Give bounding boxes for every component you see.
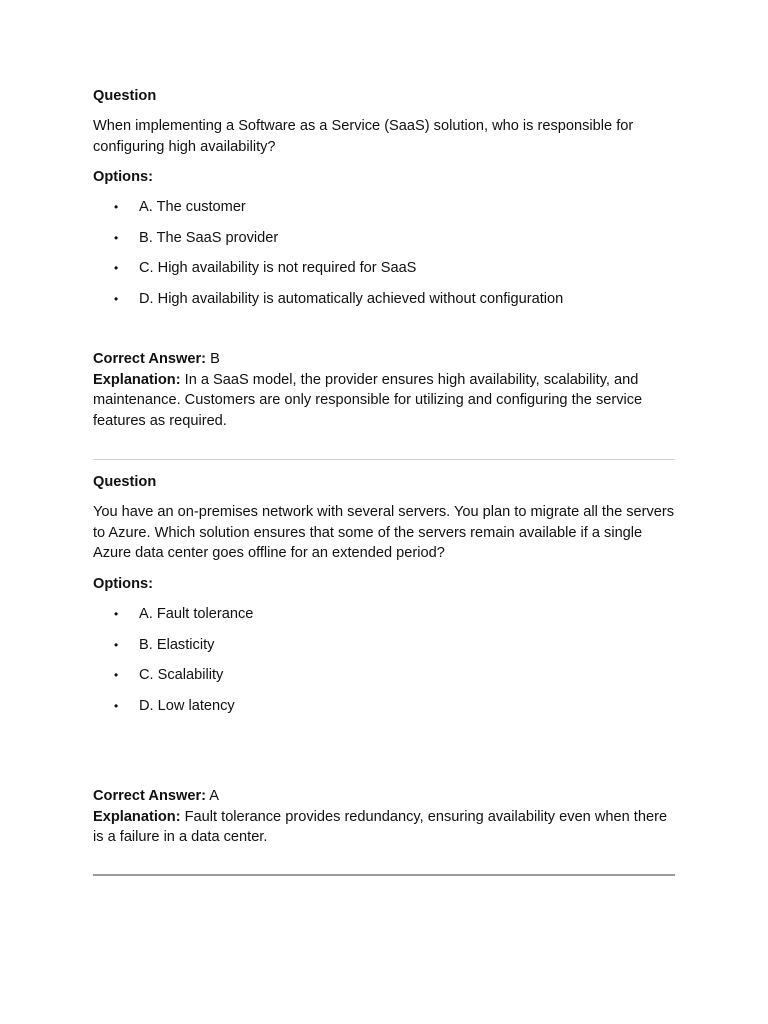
question-2-options bbox=[93, 604, 675, 726]
question-1-heading: Question bbox=[93, 88, 157, 104]
question-1-options-label-block bbox=[93, 167, 675, 188]
question-1-option-a bbox=[93, 197, 675, 228]
question-1-section bbox=[93, 86, 675, 107]
question-1-answer-block bbox=[93, 349, 675, 431]
bullet-icon: • bbox=[114, 637, 119, 652]
option-text: C. Scalability bbox=[139, 667, 224, 683]
question-1-correct-answer bbox=[93, 349, 675, 370]
bullet-icon: • bbox=[114, 607, 119, 621]
option-text: D. Low latency bbox=[139, 697, 235, 714]
question-1-option-d bbox=[93, 289, 675, 320]
question-2-heading: Question bbox=[93, 474, 157, 490]
option-text: D. High availability is automatically achieved without configuration bbox=[139, 290, 564, 307]
question-1-options-label: Options: bbox=[93, 169, 153, 185]
question-2-section bbox=[93, 472, 675, 493]
question-1-explanation bbox=[93, 370, 675, 432]
option-text: C. High availability is not required for SaaS bbox=[139, 260, 417, 276]
question-2-answer-block bbox=[93, 786, 675, 848]
question-1-options bbox=[93, 197, 675, 319]
question-1-options-list bbox=[93, 197, 675, 319]
question-2-option-a bbox=[93, 604, 675, 635]
question-2-text: You have an on-premises network with several servers. You plan to migrate all the servers to Azure. Which solution ensures that some of the servers remain available if a single Azure data center goes offline for an extended period? bbox=[93, 504, 675, 561]
section-divider bbox=[93, 459, 675, 460]
bottom-divider bbox=[93, 874, 675, 876]
bullet-icon: • bbox=[114, 698, 119, 713]
bullet-icon: • bbox=[114, 668, 119, 682]
correct-answer-value: B bbox=[210, 351, 220, 367]
question-2-options-label: Options: bbox=[93, 576, 153, 592]
option-text: A. Fault tolerance bbox=[139, 606, 254, 622]
correct-answer-value: A bbox=[209, 788, 219, 804]
bullet-icon: • bbox=[114, 291, 119, 306]
explanation-text: Fault tolerance provides redundancy, ensuring availability even when there is a failure in a data center. bbox=[93, 808, 668, 845]
question-1-option-c bbox=[93, 258, 675, 289]
bullet-icon: • bbox=[114, 200, 119, 214]
correct-answer-label: Correct Answer: bbox=[93, 788, 206, 804]
correct-answer-label: Correct Answer: bbox=[93, 351, 206, 367]
explanation-text: In a SaaS model, the provider ensures high availability, scalability, and maintenance. Customers are only responsible for utilizing and configuring the service features as required. bbox=[93, 371, 643, 429]
question-2-option-b bbox=[93, 635, 675, 666]
question-2-option-c bbox=[93, 665, 675, 696]
question-2-correct-answer bbox=[93, 786, 675, 807]
question-1-text-block bbox=[93, 116, 675, 157]
option-text: B. Elasticity bbox=[139, 636, 215, 653]
explanation-label: Explanation: bbox=[93, 371, 181, 388]
question-1-text: When implementing a Software as a Service (SaaS) solution, who is responsible for configuring high availability? bbox=[93, 118, 634, 155]
bullet-icon: • bbox=[114, 230, 119, 245]
option-text: B. The SaaS provider bbox=[139, 229, 279, 246]
option-text: A. The customer bbox=[139, 199, 246, 215]
question-2-options-label-block bbox=[93, 574, 675, 595]
question-2-option-d bbox=[93, 696, 675, 727]
question-2-options-list bbox=[93, 604, 675, 726]
explanation-label: Explanation: bbox=[93, 808, 181, 825]
question-1-option-b bbox=[93, 228, 675, 259]
question-2-explanation bbox=[93, 807, 675, 848]
bullet-icon: • bbox=[114, 261, 119, 275]
question-2-text-block bbox=[93, 502, 675, 564]
